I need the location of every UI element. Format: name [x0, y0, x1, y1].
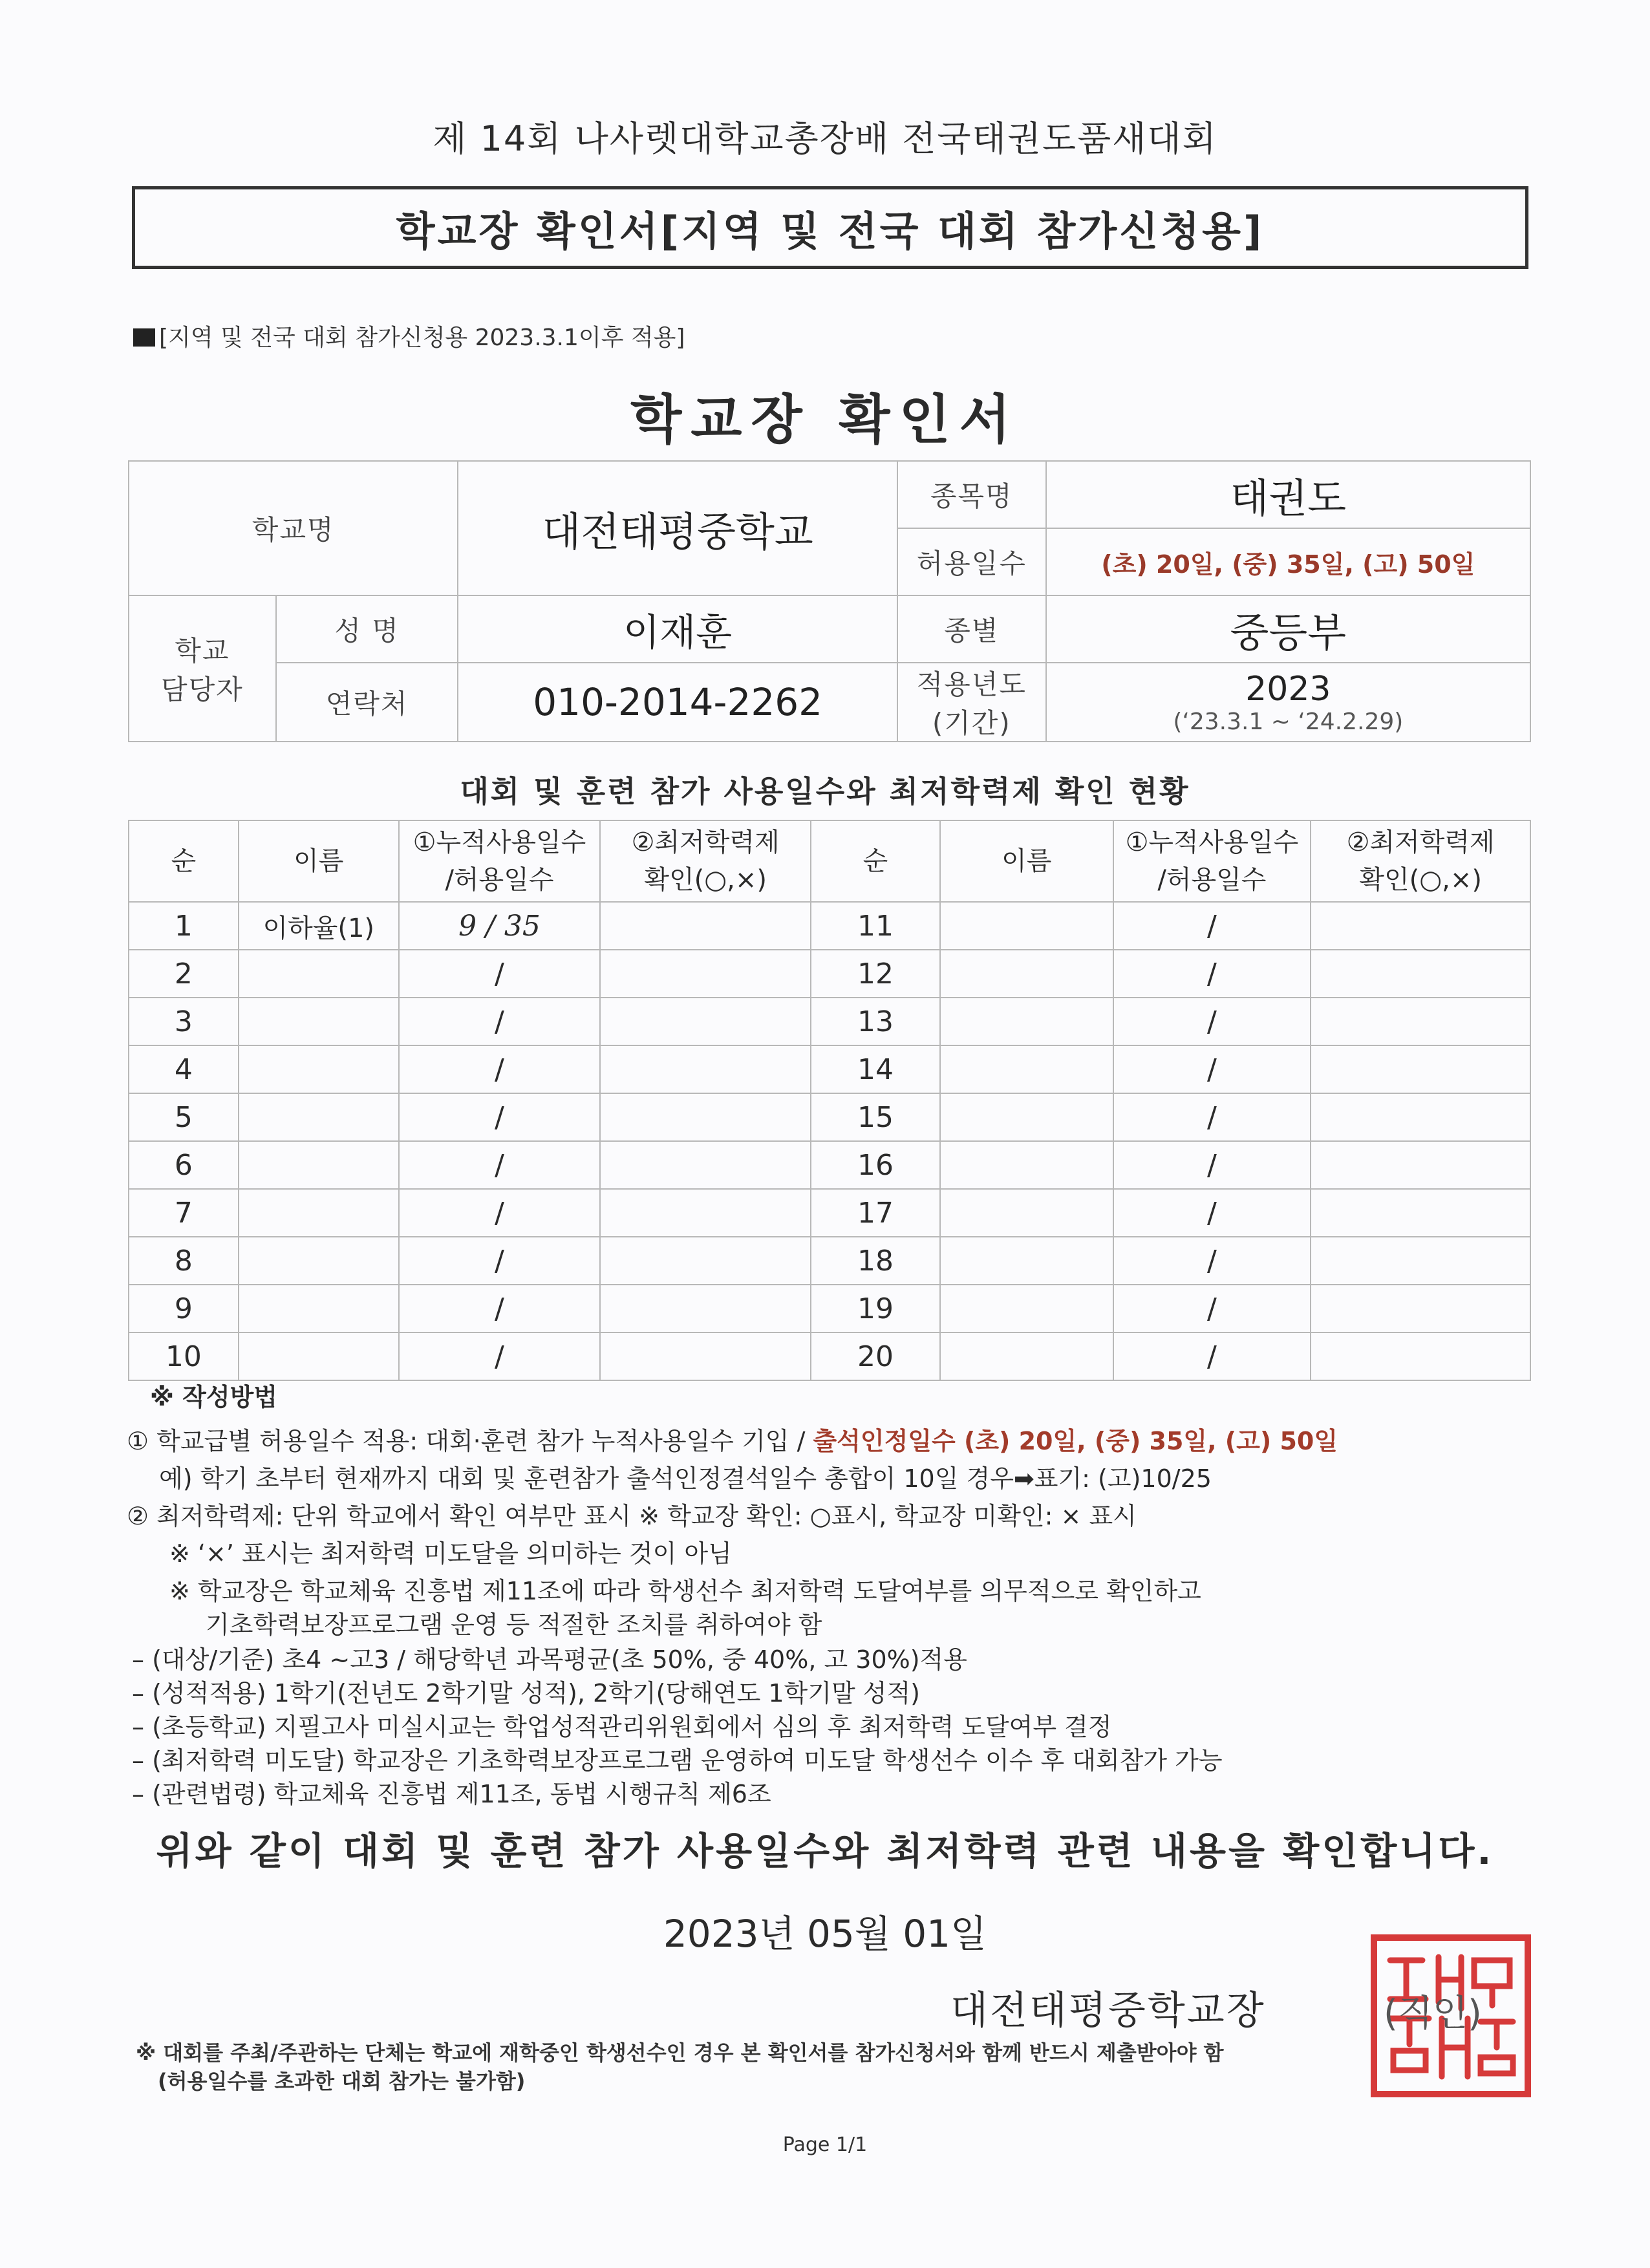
school-label: 학교명 [129, 461, 458, 595]
seq-cell: 9 [129, 1285, 239, 1332]
days-cell: / [399, 998, 601, 1045]
issue-date: 2023년 05월 01일 [663, 1912, 987, 1956]
year-period: (‘23.3.1 ~ ‘24.2.29) [1173, 708, 1404, 735]
note-4-cont: 기초학력보장프로그램 운영 등 적절한 조치를 취하여야 함 [206, 1610, 822, 1639]
note-4: ※ 학교장은 학교체육 진흥법 제11조에 따라 학생선수 최저학력 도달여부를 의무적으로 확인하고 [169, 1577, 1201, 1605]
days-cell: / [1113, 950, 1311, 998]
grade-cell [1311, 950, 1530, 998]
seq-cell: 8 [129, 1237, 239, 1285]
name-cell [239, 1141, 399, 1189]
detail-4: – (최저학력 미도달) 학교장은 기초학력보장프로그램 운영하여 미도달 학생선수 이수 후 대회참가 가능 [132, 1746, 1223, 1775]
name-cell [239, 1237, 399, 1285]
manager-label [129, 595, 276, 742]
days-cell: / [399, 1189, 601, 1237]
table-row [129, 950, 1530, 998]
page-number: Page 1/1 [782, 2134, 868, 2156]
table-row [129, 1237, 1530, 1285]
days-cell: / [1113, 1285, 1311, 1332]
seq-cell: 3 [129, 998, 239, 1045]
grade-cell [600, 1237, 811, 1285]
notes-heading: ※ 작성방법 [150, 1383, 278, 1411]
header-seq: 순 [129, 820, 239, 902]
contact-value: 010-2014-2262 [458, 663, 897, 742]
grade-cell [1311, 902, 1530, 950]
seq-cell: 11 [811, 902, 940, 950]
note-2: ② 최저학력제: 단위 학교에서 확인 여부만 표시 ※ 학교장 확인: ○표시, 학교장 미확인: × 표시 [127, 1502, 1137, 1530]
days-cell: / [399, 1093, 601, 1141]
days-cell: / [399, 950, 601, 998]
allowed-days-label: 허용일수 [897, 528, 1046, 595]
table-row [129, 1189, 1530, 1237]
seq-cell: 14 [811, 1045, 940, 1093]
grade-cell [600, 950, 811, 998]
square-bullet-icon [133, 328, 155, 347]
note-1-text: ① 학교급별 허용일수 적용: 대회·훈련 참가 누적사용일수 기입 / [127, 1427, 813, 1455]
apply-note [133, 319, 685, 352]
grade-cell [600, 1189, 811, 1237]
table-row [129, 1332, 1530, 1380]
name-cell [239, 998, 399, 1045]
table-row [129, 998, 1530, 1045]
year-value: 2023 [1245, 669, 1331, 709]
event-title: 제 14회 나사렛대학교총장배 전국태권도품새대회 [433, 118, 1217, 159]
grade-cell [600, 1332, 811, 1380]
sport-value: 태권도 [1046, 461, 1530, 528]
days-cell: / [399, 1332, 601, 1380]
header-grade-right-line1: ②최저학력제 [1346, 828, 1495, 857]
seq-cell: 12 [811, 950, 940, 998]
table-header-row [129, 820, 1530, 902]
name-label: 성 명 [276, 595, 458, 663]
name-cell [940, 1141, 1113, 1189]
header-days [399, 820, 601, 902]
name-cell [940, 950, 1113, 998]
name-cell [940, 1332, 1113, 1380]
note-1 [127, 1421, 1338, 1457]
note-3: ※ ‘×’ 표시는 최저학력 미도달을 의미하는 것이 아님 [169, 1539, 732, 1568]
days-cell: / [1113, 998, 1311, 1045]
detail-1: – (대상/기준) 초4 ~고3 / 해당학년 과목평균(초 50%, 중 40%, 고 30%)적용 [132, 1645, 967, 1674]
name-cell [239, 1285, 399, 1332]
grade-cell [1311, 1045, 1530, 1093]
year-cell [1046, 663, 1530, 742]
header-grade-line2: 확인(○,×) [644, 865, 767, 895]
apply-note-text: [지역 및 전국 대회 참가신청용 2023.3.1이후 적용] [159, 325, 685, 351]
name-cell [940, 1093, 1113, 1141]
days-cell: / [399, 1141, 601, 1189]
note-1-example: 예) 학기 초부터 현재까지 대회 및 훈련참가 출석인정결석일수 총합이 10일 경우➡표기: (고)10/25 [159, 1464, 1212, 1493]
grade-cell [600, 1285, 811, 1332]
principal-name: 대전태평중학교장 [950, 1988, 1266, 2033]
days-cell: / [399, 1285, 601, 1332]
footer-note-2: (허용일수를 초과한 대회 참가는 불가함) [158, 2069, 526, 2093]
name-cell [940, 902, 1113, 950]
name-cell [239, 1189, 399, 1237]
section-title: 대회 및 훈련 참가 사용일수와 최저학력제 확인 현황 [460, 774, 1190, 809]
school-value: 대전태평중학교 [458, 461, 897, 595]
grade-cell [600, 902, 811, 950]
table-row [129, 1045, 1530, 1093]
name-cell [239, 1093, 399, 1141]
allowed-days-value: (초) 20일, (중) 35일, (고) 50일 [1046, 528, 1530, 595]
header-grade-line1: ②최저학력제 [631, 828, 780, 857]
name-cell [239, 1045, 399, 1093]
table-row [129, 902, 1530, 950]
seq-cell: 19 [811, 1285, 940, 1332]
document-title-box: 학교장 확인서[지역 및 전국 대회 참가신청용] [132, 186, 1528, 269]
manager-name: 이재훈 [458, 595, 897, 663]
table-row [129, 1093, 1530, 1141]
seq-cell: 18 [811, 1237, 940, 1285]
seq-cell: 5 [129, 1093, 239, 1141]
name-cell [940, 998, 1113, 1045]
year-label-line2: (기간) [932, 707, 1011, 739]
detail-2: – (성적적용) 1학기(전년도 2학기말 성적), 2학기(당해연도 1학기말 성적) [132, 1679, 920, 1707]
header-name-right: 이름 [940, 820, 1113, 902]
footer-note: ※ 대회를 주최/주관하는 단체는 학교에 재학중인 학생선수인 경우 본 확인서를 참가신청서와 함께 반드시 제출받아야 함 [136, 2040, 1224, 2065]
days-cell: / [1113, 1237, 1311, 1285]
header-days-line2: /허용일수 [445, 865, 554, 895]
days-cell: 9 / 35 [399, 902, 601, 950]
contact-label: 연락처 [276, 663, 458, 742]
name-cell [239, 950, 399, 998]
days-cell: / [1113, 1189, 1311, 1237]
year-label-line1: 적용년도 [916, 669, 1027, 700]
grade-cell [600, 1045, 811, 1093]
grade-cell [1311, 1237, 1530, 1285]
days-cell: / [1113, 902, 1311, 950]
grade-cell [1311, 998, 1530, 1045]
seq-cell: 13 [811, 998, 940, 1045]
table-row [129, 1285, 1530, 1332]
manager-label-line2: 담당자 [161, 674, 244, 705]
days-cell: / [1113, 1045, 1311, 1093]
grade-cell [600, 1141, 811, 1189]
usage-table [128, 820, 1531, 1381]
header-grade [600, 820, 811, 902]
days-cell: / [399, 1045, 601, 1093]
sport-label: 종목명 [897, 461, 1046, 528]
seq-cell: 7 [129, 1189, 239, 1237]
header-days-right-line1: ①누적사용일수 [1125, 828, 1299, 857]
seq-cell: 1 [129, 902, 239, 950]
grade-cell [1311, 1189, 1530, 1237]
header-name: 이름 [239, 820, 399, 902]
grade-cell [1311, 1093, 1530, 1141]
seq-cell: 10 [129, 1332, 239, 1380]
grade-cell [1311, 1285, 1530, 1332]
year-label [897, 663, 1046, 742]
header-days-right [1113, 820, 1311, 902]
seq-cell: 6 [129, 1141, 239, 1189]
seq-cell: 2 [129, 950, 239, 998]
days-cell: / [1113, 1141, 1311, 1189]
header-grade-right [1311, 820, 1530, 902]
header-days-line1: ①누적사용일수 [412, 828, 586, 857]
header-seq-right: 순 [811, 820, 940, 902]
confirm-statement: 위와 같이 대회 및 훈련 참가 사용일수와 최저학력 관련 내용을 확인합니다. [156, 1829, 1494, 1873]
grade-cell [600, 998, 811, 1045]
seq-cell: 17 [811, 1189, 940, 1237]
days-cell: / [399, 1237, 601, 1285]
note-1-highlight: 출석인정일수 (초) 20일, (중) 35일, (고) 50일 [813, 1427, 1338, 1455]
seal-mark-text: (직인) [1384, 1993, 1482, 2035]
grade-cell [1311, 1332, 1530, 1380]
info-table [128, 460, 1531, 742]
seq-cell: 16 [811, 1141, 940, 1189]
grade-cell [600, 1093, 811, 1141]
name-cell [940, 1189, 1113, 1237]
name-cell [940, 1237, 1113, 1285]
manager-label-line1: 학교 [175, 635, 230, 667]
category-value: 중등부 [1046, 595, 1530, 663]
category-label: 종별 [897, 595, 1046, 663]
grade-cell [1311, 1141, 1530, 1189]
main-title: 학교장 확인서 [630, 389, 1020, 451]
name-cell [940, 1285, 1113, 1332]
name-cell [239, 1332, 399, 1380]
days-cell: / [1113, 1093, 1311, 1141]
name-cell [940, 1045, 1113, 1093]
header-days-right-line2: /허용일수 [1157, 865, 1267, 895]
seq-cell: 20 [811, 1332, 940, 1380]
detail-3: – (초등학교) 지필고사 미실시교는 학업성적관리위원회에서 심의 후 최저학력 도달여부 결정 [132, 1713, 1112, 1741]
header-grade-right-line2: 확인(○,×) [1359, 865, 1482, 895]
seq-cell: 15 [811, 1093, 940, 1141]
table-row [129, 1141, 1530, 1189]
name-cell: 이하율(1) [239, 902, 399, 950]
days-cell: / [1113, 1332, 1311, 1380]
detail-5: – (관련법령) 학교체육 진흥법 제11조, 동법 시행규칙 제6조 [132, 1780, 771, 1808]
seq-cell: 4 [129, 1045, 239, 1093]
